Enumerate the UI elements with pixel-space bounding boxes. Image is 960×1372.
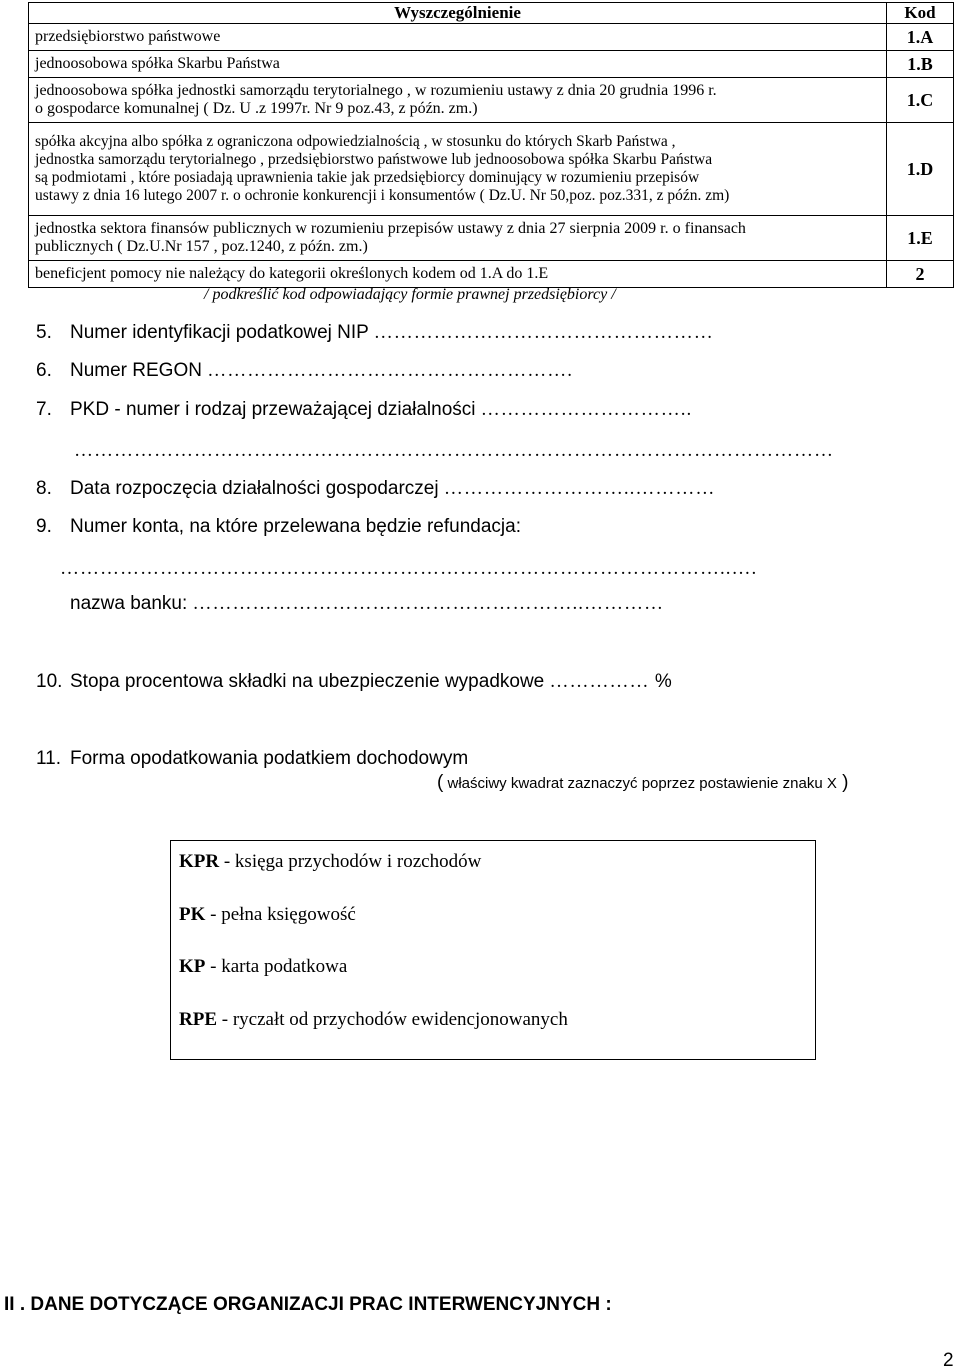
instruction-text: właściwy kwadrat zaznaczyć poprzez postawienie znaku X	[443, 775, 837, 792]
row-desc	[29, 78, 887, 123]
accident-rate-field	[36, 671, 672, 693]
table-header-row	[29, 3, 954, 24]
row-desc: przedsiębiorstwo państwowe	[29, 24, 887, 51]
field-label: Forma opodatkowania podatkiem dochodowym	[70, 748, 469, 769]
row-desc-line: jednostka sektora finansów publicznych w rozumieniu przepisów ustawy z dnia 27 sierpnia 2009 r. o finansach	[35, 220, 746, 237]
field-label: nazwa banku:	[70, 593, 188, 614]
account-field	[36, 516, 521, 538]
field-number: 5.	[36, 322, 52, 343]
row-desc-line: o gospodarce komunalnej ( Dz. U .z 1997r. Nr 9 poz.43, z późn. zm.)	[35, 100, 478, 117]
field-number: 6.	[36, 360, 52, 381]
row-code[interactable]: 1.A	[887, 24, 954, 51]
field-label: PKD - numer i rodzaj przeważającej działalności	[70, 399, 476, 420]
row-desc	[29, 123, 887, 216]
tax-option-abbr: RPE	[179, 1009, 217, 1030]
table-row	[29, 216, 954, 261]
nip-field	[36, 322, 714, 344]
pkd-input[interactable]: …………………………..	[480, 399, 693, 420]
row-desc-line: są podmiotami , które posiadają uprawnienia takie jak przedsiębiorcy dominujący w rozumieniu przepisów	[35, 169, 700, 186]
start-date-field	[36, 478, 715, 500]
row-desc-line: ustawy z dnia 16 lutego 2007 r. o ochronie konkurencji i konsumentów ( Dz.U. Nr 50,poz. poz.331, z późn. zm)	[35, 187, 730, 204]
field-label: Numer identyfikacji podatkowej NIP	[70, 322, 369, 343]
instruction-close: )	[836, 772, 849, 793]
field-label: Numer konta, na które przelewana będzie refundacja:	[70, 516, 521, 537]
field-label: Numer REGON	[70, 360, 202, 381]
row-desc-line: jednostka samorządu terytorialnego , przedsiębiorstwo państwowe lub jednoosobowa spółka Skarbu Państwa	[35, 151, 713, 168]
row-desc: beneficjent pomocy nie należący do kategorii określonych kodem od 1.A do 1.E	[29, 261, 887, 288]
page-number: 2	[943, 1350, 954, 1371]
row-desc-line: jednoosobowa spółka jednostki samorządu terytorialnego , w rozumieniu ustawy z dnia 20 grudnia 1996 r.	[35, 82, 717, 99]
pkd-input-continued[interactable]: ……………………………………………………………………………………………………	[74, 440, 834, 461]
table-row	[29, 261, 954, 288]
instruction-open: (	[437, 772, 444, 793]
row-code[interactable]: 2	[887, 261, 954, 288]
row-desc	[29, 216, 887, 261]
table-row	[29, 123, 954, 216]
field-number: 11.	[36, 748, 62, 769]
pkd-field	[36, 399, 692, 421]
section-heading: II . DANE DOTYCZĄCE ORGANIZACJI PRAC INTERWENCYJNYCH :	[4, 1294, 612, 1315]
tax-form-instruction	[437, 772, 848, 794]
row-code[interactable]: 1.C	[887, 78, 954, 123]
row-desc-line: publicznych ( Dz.U.Nr 157 , poz.1240, z późn. zm.)	[35, 238, 368, 255]
tax-option-kp[interactable]	[179, 956, 347, 978]
regon-input[interactable]: ……………………………………………….	[207, 360, 573, 381]
field-number: 9.	[36, 516, 52, 537]
field-number: 10.	[36, 671, 63, 692]
row-code[interactable]: 1.B	[887, 51, 954, 78]
start-date-input[interactable]: ………………………..…………	[443, 478, 716, 499]
percent-sign: %	[654, 671, 672, 692]
nip-input[interactable]: ……………………………………………	[373, 322, 714, 343]
tax-option-abbr: PK	[179, 904, 206, 925]
field-number: 8.	[36, 478, 52, 499]
tax-option-label: - pełna księgowość	[205, 904, 356, 925]
tax-option-abbr: KP	[179, 956, 206, 977]
row-code[interactable]: 1.D	[887, 123, 954, 216]
accident-rate-input[interactable]: ……………	[549, 671, 650, 692]
underline-note: / podkreślić kod odpowiadający formie prawnej przedsiębiorcy /	[204, 286, 616, 303]
bank-name-field	[70, 593, 664, 615]
tax-option-label: - karta podatkowa	[205, 956, 348, 977]
legal-form-table	[28, 2, 954, 288]
table-row	[29, 78, 954, 123]
account-input[interactable]: ………………………………………………………………………………………..….	[60, 558, 758, 579]
tax-option-label: - ryczałt od przychodów ewidencjonowanych	[217, 1009, 568, 1030]
tax-option-abbr: KPR	[179, 851, 220, 872]
header-code: Kod	[887, 3, 954, 24]
header-description: Wyszczególnienie	[29, 3, 887, 24]
field-label: Data rozpoczęcia działalności gospodarczej	[70, 478, 439, 499]
field-label: Stopa procentowa składki na ubezpieczenie wypadkowe	[70, 671, 545, 692]
row-desc-line: spółka akcyjna albo spółka z ograniczona odpowiedzialnością , w stosunku do których Skarb Państwa ,	[35, 133, 676, 150]
tax-option-pk[interactable]	[179, 904, 356, 926]
tax-option-kpr[interactable]	[179, 851, 481, 873]
tax-form-box	[170, 840, 816, 1060]
table-row	[29, 24, 954, 51]
row-desc: jednoosobowa spółka Skarbu Państwa	[29, 51, 887, 78]
tax-option-label: - księga przychodów i rozchodów	[219, 851, 482, 872]
tax-option-rpe[interactable]	[179, 1009, 568, 1031]
field-number: 7.	[36, 399, 52, 420]
table-row	[29, 51, 954, 78]
bank-name-input[interactable]: …………………………………………………..…………	[192, 593, 665, 614]
tax-form-field	[36, 748, 468, 770]
regon-field	[36, 360, 573, 382]
row-code[interactable]: 1.E	[887, 216, 954, 261]
